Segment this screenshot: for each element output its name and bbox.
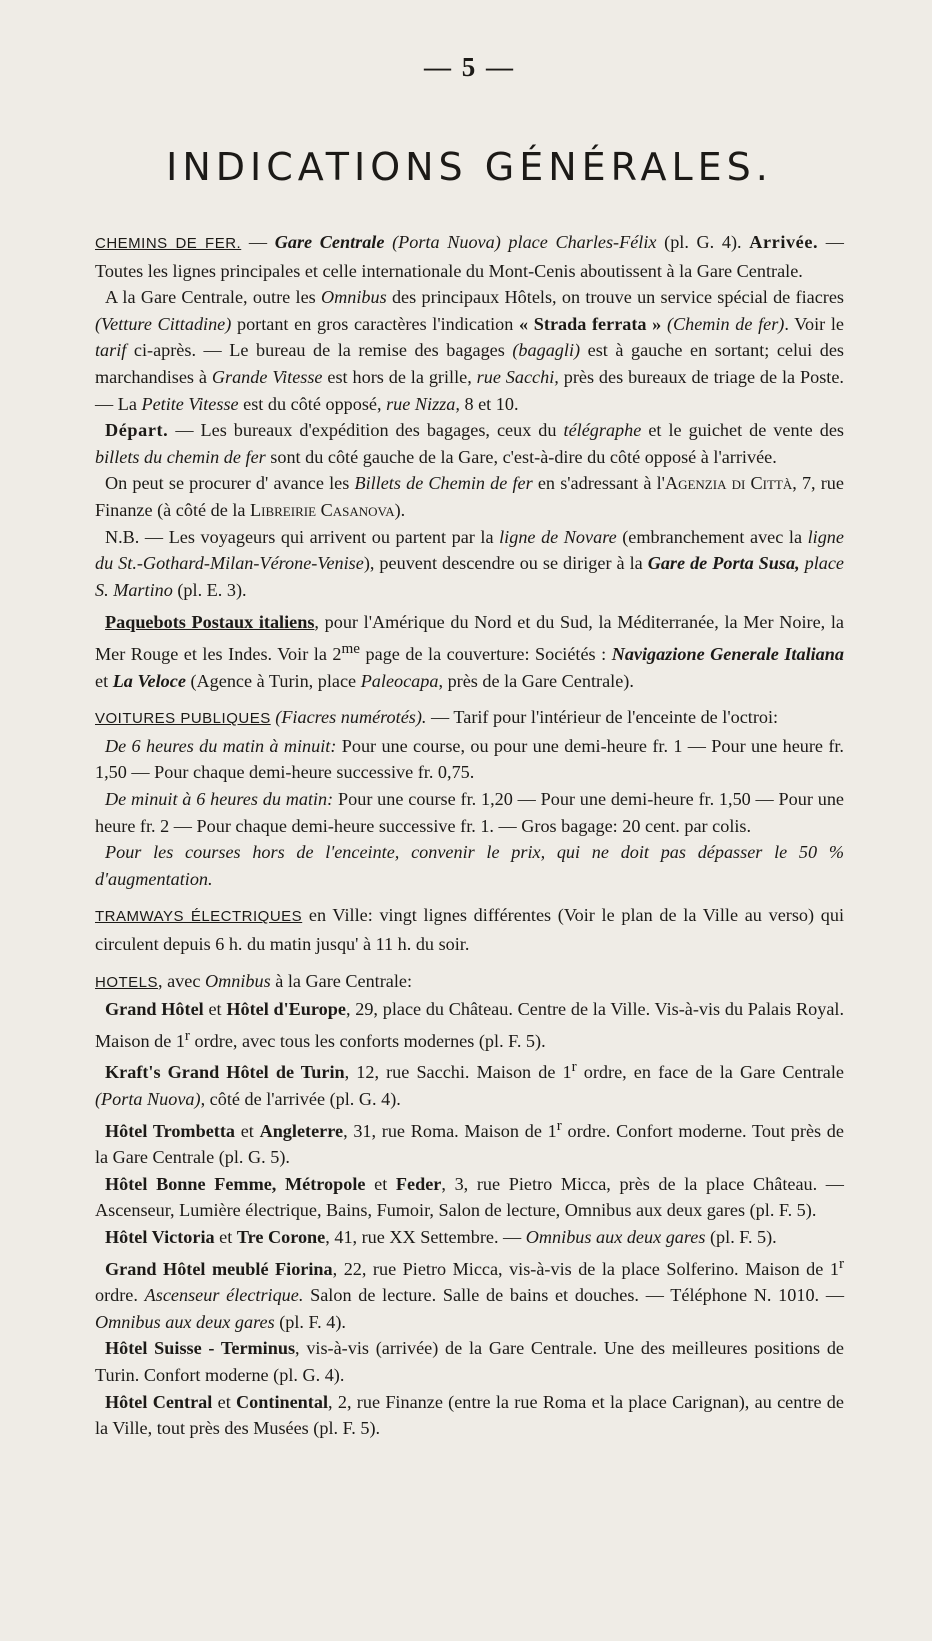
section-heading-tramways: TRAMWAYS ÉLECTRIQUES — [95, 908, 303, 926]
night-fares-paragraph: De minuit à 6 heures du matin: Pour une course fr. 1,20 — Pour une demi-heure fr. 1,50 — Pour une heure fr. 2 — Pour chaque demi-heure successive fr. 1. — Gros bagage: 20 cent. par colis. — [95, 788, 844, 836]
page-number: — 5 — — [424, 52, 515, 82]
departure-paragraph: Départ. — Les bureaux d'expédition des bagages, ceux du télégraphe et le guichet de vente des billets du chemin de fer sont du côté gauche de la Gare, c'est-à-dire du côté opposé à l'arrivée. — [95, 420, 844, 467]
public-carriages-paragraph: VOITURES PUBLIQUES (Fiacres numérotés). — Tarif pour l'intérieur de l'enceinte de l'octroi: — [95, 707, 779, 728]
steamships-paragraph: Paquebots Postaux italiens, pour l'Amérique du Nord et du Sud, la Méditerranée, la Mer Noire, la Mer Rouge et les Indes. Voir la $2^{me}$ page de la couverture: Sociétés : Navigazione Generale Italiana et La Veloce (Agence à Turin, place Paleocapa, près de la Gare Centrale). — [95, 612, 844, 691]
hotel-entry: Hôtel Central et Continental, 2, rue Finanze (entre la rue Roma et la place Carignan), au centre de la Ville, tout près des Musées (pl. F. 5). — [95, 1391, 844, 1439]
departure-label: Départ. — [105, 420, 169, 441]
hotel-entry: Hôtel Victoria et Tre Corone, 41, rue XX Settembre. — Omnibus aux deux gares (pl. F. 5). — [105, 1227, 777, 1248]
hotel-entry: Kraft's Grand Hôtel de Turin, 12, rue Sacchi. Maison de 1$^r$ ordre, en face de la Gare Centrale (Porta Nuova), côté de l'arrivée (pl. G. 4). — [95, 1058, 844, 1109]
section-heading-carriages: VOITURES PUBLIQUES — [95, 710, 271, 728]
hotel-entry: Hôtel Trombetta et Angleterre, 31, rue Roma. Maison de 1$^r$ ordre. Confort moderne. Tout près de la Gare Centrale (pl. G. 5). — [95, 1116, 844, 1168]
day-fares-paragraph: De 6 heures du matin à minuit: Pour une course, ou pour une demi-heure fr. 1 — Pour une heure fr. 1,50 — Pour chaque demi-heure successive fr. 0,75. — [95, 735, 844, 783]
railways-paragraph: CHEMINS DE FER. — Gare Centrale (Porta Nuova) place Charles-Félix (pl. G. 4). Arrivée. — Toutes les lignes principales et celle internationale du Mont-Cenis aboutissent à la Gare Centrale. — [95, 232, 844, 281]
tramways-paragraph: TRAMWAYS ÉLECTRIQUES en Ville: vingt lignes différentes (Voir le plan de la Ville au verso) qui circulent depuis 6 h. du matin jusqu' à 11 h. du soir. — [95, 905, 844, 954]
hotel-entry: Hôtel Suisse - Terminus, vis-à-vis (arrivée) de la Gare Centrale. Une des meilleures positions de Turin. Confort moderne (pl. G. 4). — [95, 1338, 844, 1386]
page-title: INDICATIONS GÉNÉRALES. — [166, 145, 773, 189]
section-heading-railways: CHEMINS DE FER. — [95, 235, 242, 252]
arrival-label: Arrivée. — [749, 232, 819, 252]
hotels-intro: HOTELS, avec Omnibus à la Gare Centrale: — [95, 970, 413, 991]
hotel-entry: Hôtel Bonne Femme, Métropole et Feder, 3, rue Pietro Micca, près de la place Château. — Ascenseur, Lumière électrique, Bains, Fumoir, Salon de lecture, Omnibus aux deux gares (pl. F. 5). — [95, 1173, 844, 1221]
steamships-label: Paquebots Postaux italiens — [105, 612, 315, 633]
station-services-paragraph: A la Gare Centrale, outre les Omnibus des principaux Hôtels, on trouve un service spécial de fiacres (Vetture Cittadine) portant en gros caractères l'indication « Strada ferrata » (Chemin de fer). Voir le tarif ci-après. — Le bureau de la remise des bagages (bagagli) est à gauche en sortant; celui des marchandises à Grande Vitesse est hors de la grille, rue Sacchi, près des bureaux de triage de la Poste. — La Petite Vitesse est du côté opposé, rue Nizza, 8 et 10. — [95, 287, 844, 414]
outside-fares-note: Pour les courses hors de l'enceinte, convenir le prix, qui ne doit pas dépasser le 50 % d'augmentation. — [95, 842, 844, 889]
advance-tickets-paragraph: On peut se procurer d' avance les Billets de Chemin de fer en s'adressant à l'Agenzia di Città, 7, rue Finanze (à côté de la Libreirie Casanova). — [95, 473, 844, 520]
hotel-entry: Grand Hôtel et Hôtel d'Europe, 29, place du Château. Centre de la Ville. Vis-à-vis du Palais Royal. Maison de 1$^r$ ordre, avec tous les conforts modernes (pl. F. 5). — [95, 999, 844, 1051]
nota-bene-paragraph: N.B. — Les voyageurs qui arrivent ou partent par la ligne de Novare (embranchement avec la ligne du St.-Gothard-Milan-Vérone-Venise), peuvent descendre ou se diriger à la Gare de Porta Susa, place S. Martino (pl. E. 3). — [95, 526, 845, 600]
station-name: Gare Centrale — [274, 232, 385, 252]
section-heading-hotels: HOTELS — [95, 973, 159, 991]
hotel-entry: Grand Hôtel meublé Fiorina, 22, rue Pietro Micca, vis-à-vis de la place Solferino. Maison de 1$^r$ ordre. Ascenseur électrique. Salon de lecture. Salle de bains et douches. — Téléphone N. 1010. — Omnibus aux deux gares (pl. F. 4). — [95, 1254, 845, 1332]
